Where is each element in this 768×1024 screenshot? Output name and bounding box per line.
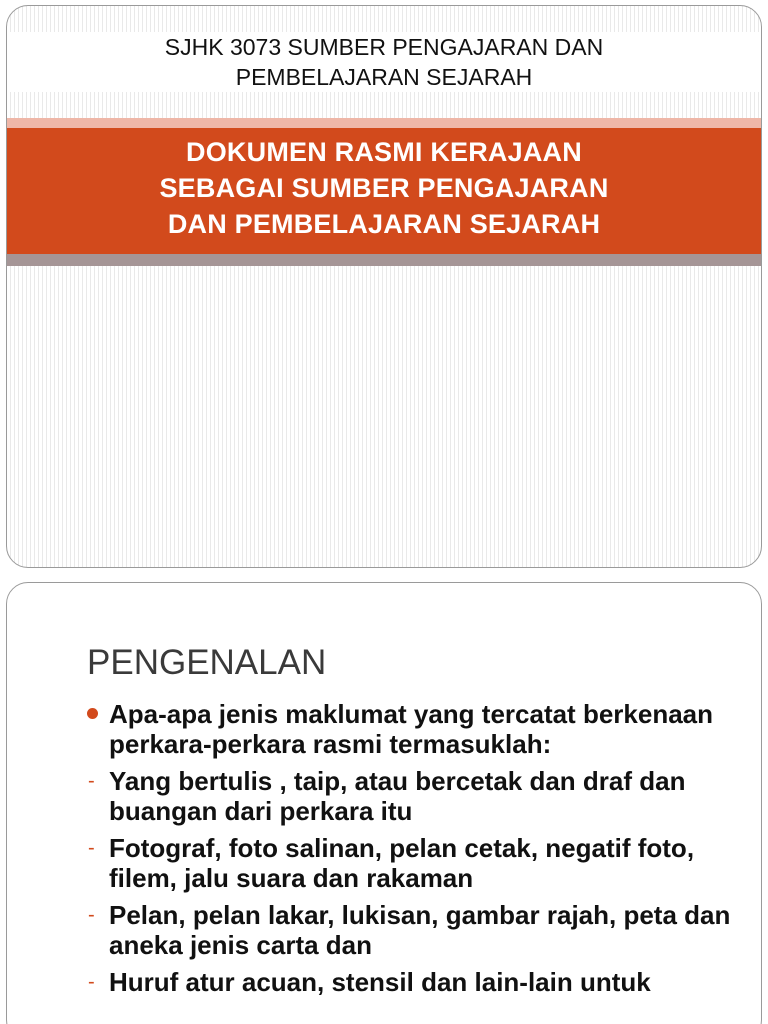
list-item-text: Fotograf, foto salinan, pelan cetak, negatif foto, filem, jalu suara dan rakaman	[109, 833, 695, 893]
list-item-text: Pelan, pelan lakar, lukisan, gambar rajah, peta dan aneka jenis carta dan	[109, 900, 731, 960]
main-title: DOKUMEN RASMI KERAJAAN SEBAGAI SUMBER PENGAJARAN DAN PEMBELAJARAN SEJARAH	[159, 137, 609, 239]
list-item	[85, 967, 745, 997]
bullet-list	[85, 699, 745, 1004]
dash-icon: -	[88, 904, 95, 926]
introduction-slide	[6, 582, 762, 1024]
list-item	[85, 699, 745, 759]
title-band-bottom-stripe	[7, 254, 761, 266]
section-heading: PENGENALAN	[87, 643, 327, 682]
dash-icon: -	[88, 971, 95, 993]
title-band-top-stripe	[7, 118, 761, 128]
list-item-text: Yang bertulis , taip, atau bercetak dan draf dan buangan dari perkara itu	[109, 766, 686, 826]
bullet-dot-icon	[87, 708, 98, 719]
list-item	[85, 900, 745, 960]
dash-icon: -	[88, 770, 95, 792]
dash-icon: -	[88, 837, 95, 859]
list-item	[85, 833, 745, 893]
list-item	[85, 766, 745, 826]
list-item-text: Apa-apa jenis maklumat yang tercatat berkenaan perkara-perkara rasmi termasuklah:	[109, 699, 714, 759]
title-slide	[6, 5, 762, 568]
course-title: SJHK 3073 SUMBER PENGAJARAN DAN PEMBELAJARAN SEJARAH	[7, 32, 761, 92]
list-item-text: Huruf atur acuan, stensil dan lain-lain untuk	[109, 967, 651, 997]
